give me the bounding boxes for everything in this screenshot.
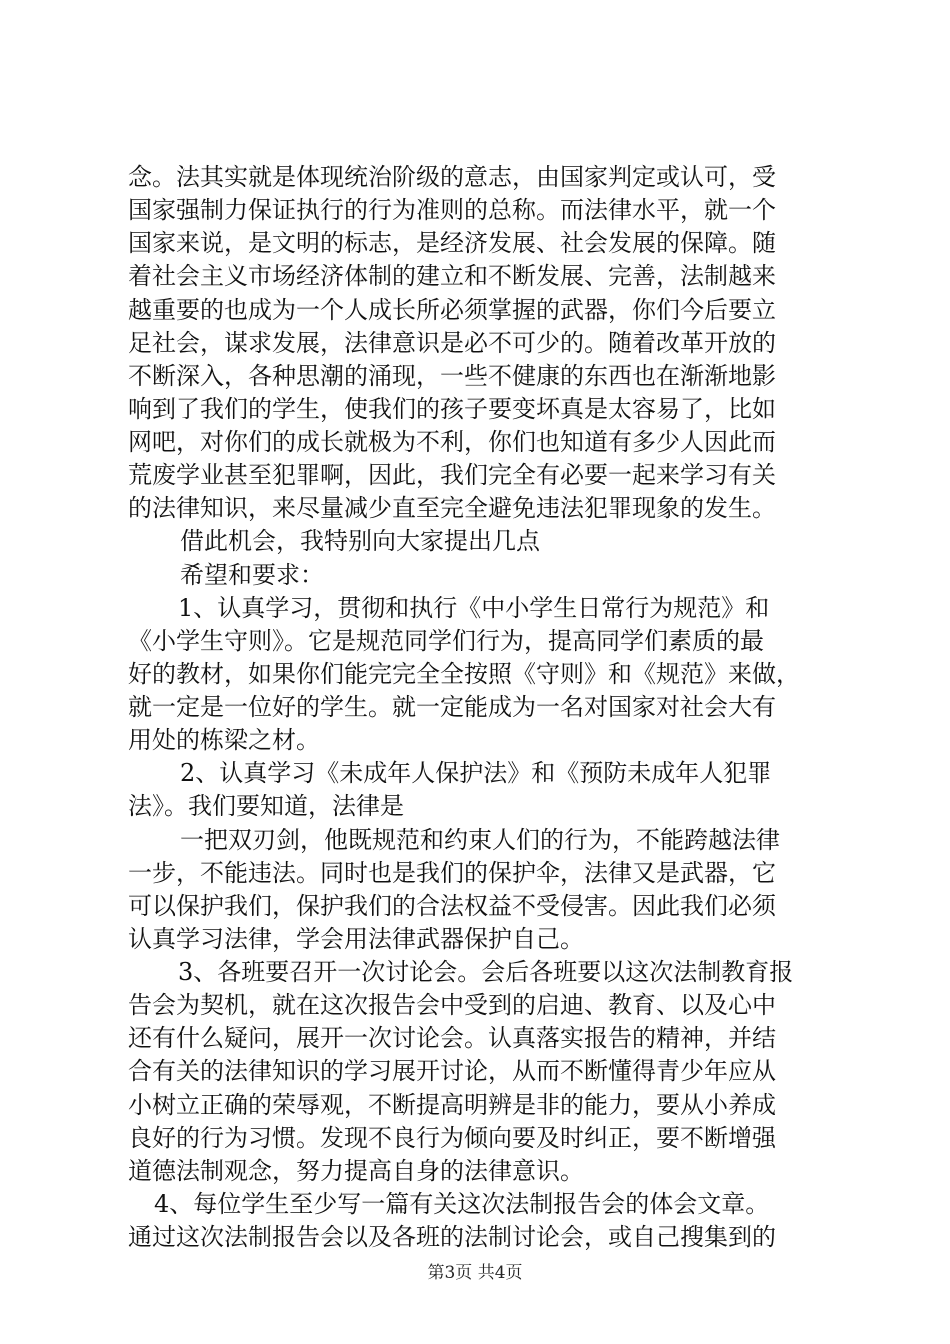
body-text-line: 还有什么疑问，展开一次讨论会。认真落实报告的精神，并结	[128, 1024, 776, 1052]
body-text-line: 一步，不能违法。同时也是我们的保护伞，法律又是武器，它	[128, 859, 776, 887]
body-text-line: 响到了我们的学生，使我们的孩子要变坏真是太容易了，比如	[128, 395, 776, 423]
body-text-line: 希望和要求：	[180, 561, 324, 589]
body-text-line: 小树立正确的荣辱观，不断提高明辨是非的能力，要从小养成	[128, 1091, 776, 1119]
body-text-line: 《小学生守则》。它是规范同学们行为，提高同学们素质的最	[128, 627, 764, 655]
body-text-line: 认真学习法律，学会用法律武器保护自己。	[128, 925, 584, 953]
body-text-line: 越重要的也成为一个人成长所必须掌握的武器，你们今后要立	[128, 296, 776, 324]
body-text-line: 1、认真学习，贯彻和执行《中小学生日常行为规范》和	[178, 594, 770, 622]
body-text-line: 就一定是一位好的学生。就一定能成为一名对国家对社会大有	[128, 693, 776, 721]
body-text-line: 4、每位学生至少写一篇有关这次法制报告会的体会文章。	[154, 1190, 770, 1218]
body-text-line: 的法律知识，来尽量减少直至完全避免违法犯罪现象的发生。	[128, 494, 776, 522]
body-text-line: 3、各班要召开一次讨论会。会后各班要以这次法制教育报	[178, 958, 794, 986]
body-text-line: 不断深入，各种思潮的涌现，一些不健康的东西也在渐渐地影	[128, 362, 776, 390]
body-text-line: 网吧，对你们的成长就极为不利，你们也知道有多少人因此而	[128, 428, 776, 456]
page-number-footer: 第3页 共4页	[427, 1263, 523, 1283]
body-text-line: 用处的栋梁之材。	[128, 726, 320, 754]
body-text-line: 告会为契机，就在这次报告会中受到的启迪、教育、以及心中	[128, 991, 776, 1019]
body-text-line: 合有关的法律知识的学习展开讨论，从而不断懂得青少年应从	[128, 1057, 776, 1085]
body-text-line: 荒废学业甚至犯罪啊，因此，我们完全有必要一起来学习有关	[128, 461, 776, 489]
body-text-line: 足社会，谋求发展，法律意识是必不可少的。随着改革开放的	[128, 329, 776, 357]
body-text-line: 着社会主义市场经济体制的建立和不断发展、完善，法制越来	[128, 262, 776, 290]
body-text-line: 念。法其实就是体现统治阶级的意志，由国家判定或认可，受	[128, 163, 776, 191]
body-text-line: 国家来说，是文明的标志，是经济发展、社会发展的保障。随	[128, 229, 776, 257]
body-text-line: 借此机会，我特别向大家提出几点	[180, 527, 540, 555]
body-text-line: 通过这次法制报告会以及各班的法制讨论会，或自己搜集到的	[128, 1223, 776, 1251]
body-text-line: 好的教材，如果你们能完完全全按照《守则》和《规范》来做，	[128, 660, 800, 688]
body-text-line: 国家强制力保证执行的行为准则的总称。而法律水平，就一个	[128, 196, 776, 224]
body-text-line: 一把双刃剑，他既规范和约束人们的行为，不能跨越法律	[180, 826, 780, 854]
body-text-line: 2、认真学习《未成年人保护法》和《预防未成年人犯罪	[180, 759, 772, 787]
body-text-line: 可以保护我们，保护我们的合法权益不受侵害。因此我们必须	[128, 892, 776, 920]
body-text-line: 法》。我们要知道，法律是	[128, 792, 404, 820]
body-text-line: 良好的行为习惯。发现不良行为倾向要及时纠正，要不断增强	[128, 1124, 776, 1152]
body-text-line: 道德法制观念，努力提高自身的法律意识。	[128, 1157, 584, 1185]
